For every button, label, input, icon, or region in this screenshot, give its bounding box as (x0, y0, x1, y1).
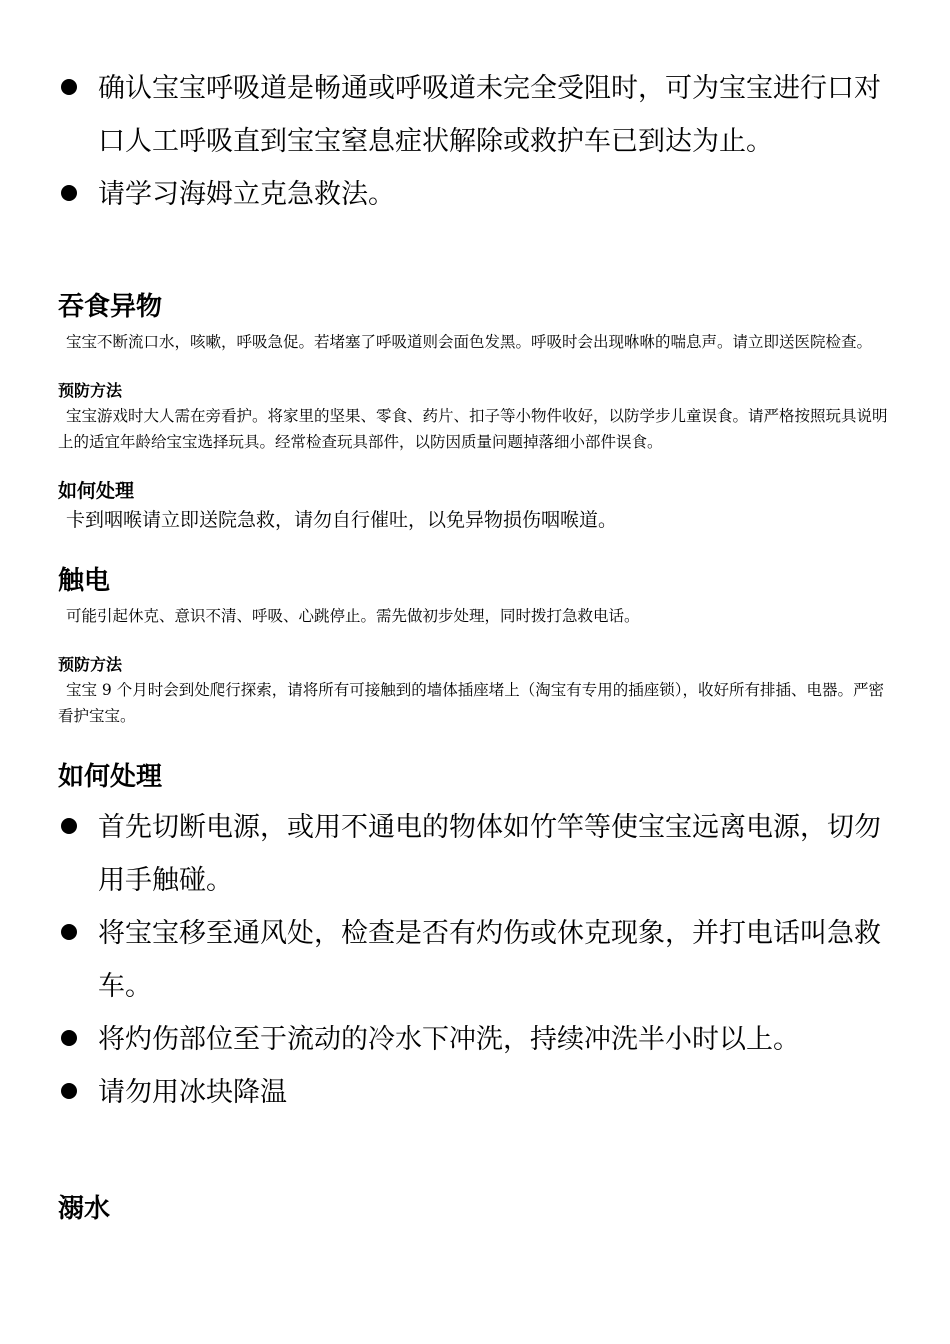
bullet-text: 将宝宝移至通风处，检查是否有灼伤或休克现象，并打电话叫急救车。 (98, 918, 881, 1002)
electric-handle-heading: 如何处理 (58, 762, 163, 792)
swallow-description: 宝宝不断流口水，咳嗽，呼吸急促。若堵塞了呼吸道则会面色发黑。呼吸时会出现咻咻的喘息声。请立即送医院检查。 (66, 333, 873, 351)
swallow-prevent-heading: 预防方法 (58, 381, 123, 400)
bullet-text: 确认宝宝呼吸道是畅通或呼吸道未完全受阻时，可为宝宝进行口对口人工呼吸直到宝宝窒息症状解除或救护车已到达为止。 (98, 73, 881, 157)
bullet-dot-icon (61, 185, 77, 201)
intro-bullet-list (58, 62, 894, 221)
list-item (58, 168, 894, 221)
list-item (58, 801, 894, 907)
document-page (58, 62, 894, 1229)
bullet-dot-icon (61, 1030, 77, 1046)
bullet-dot-icon (61, 924, 77, 940)
bullet-text: 首先切断电源，或用不通电的物体如竹竿等使宝宝远离电源，切勿用手触碰。 (98, 812, 881, 896)
electric-description: 可能引起休克、意识不清、呼吸、心跳停止。需先做初步处理，同时拨打急救电话。 (66, 607, 640, 625)
list-item (58, 62, 894, 168)
swallow-handle-text: 卡到咽喉请立即送院急救，请勿自行催吐，以免异物损伤咽喉道。 (66, 509, 618, 531)
list-item (58, 1066, 894, 1119)
bullet-dot-icon (61, 1083, 77, 1099)
electric-prevent-heading: 预防方法 (58, 655, 123, 674)
electric-prevent-text: 宝宝 9 个月时会到处爬行探索，请将所有可接触到的墙体插座堵上（淘宝有专用的插座锁），收好所有排插、电器。严密看护宝宝。 (58, 681, 884, 725)
list-item (58, 1013, 894, 1066)
bullet-dot-icon (61, 79, 77, 95)
section-title-electric: 触电 (58, 566, 111, 596)
electric-handle-bullet-list (58, 801, 894, 1119)
bullet-text: 请勿用冰块降温 (98, 1077, 287, 1108)
bullet-text: 请学习海姆立克急救法。 (98, 179, 395, 210)
bullet-dot-icon (61, 818, 77, 834)
swallow-handle-heading: 如何处理 (58, 480, 135, 502)
swallow-prevent-text: 宝宝游戏时大人需在旁看护。将家里的坚果、零食、药片、扣子等小物件收好，以防学步儿童误食。请严格按照玩具说明上的适宜年龄给宝宝选择玩具。经常检查玩具部件，以防因质量问题掉落细小部件误食。 (58, 407, 888, 451)
section-title-swallow: 吞食异物 (58, 292, 163, 322)
section-title-drowning: 溺水 (58, 1194, 111, 1224)
bullet-text: 将灼伤部位至于流动的冷水下冲洗，持续冲洗半小时以上。 (98, 1024, 800, 1055)
list-item (58, 907, 894, 1013)
